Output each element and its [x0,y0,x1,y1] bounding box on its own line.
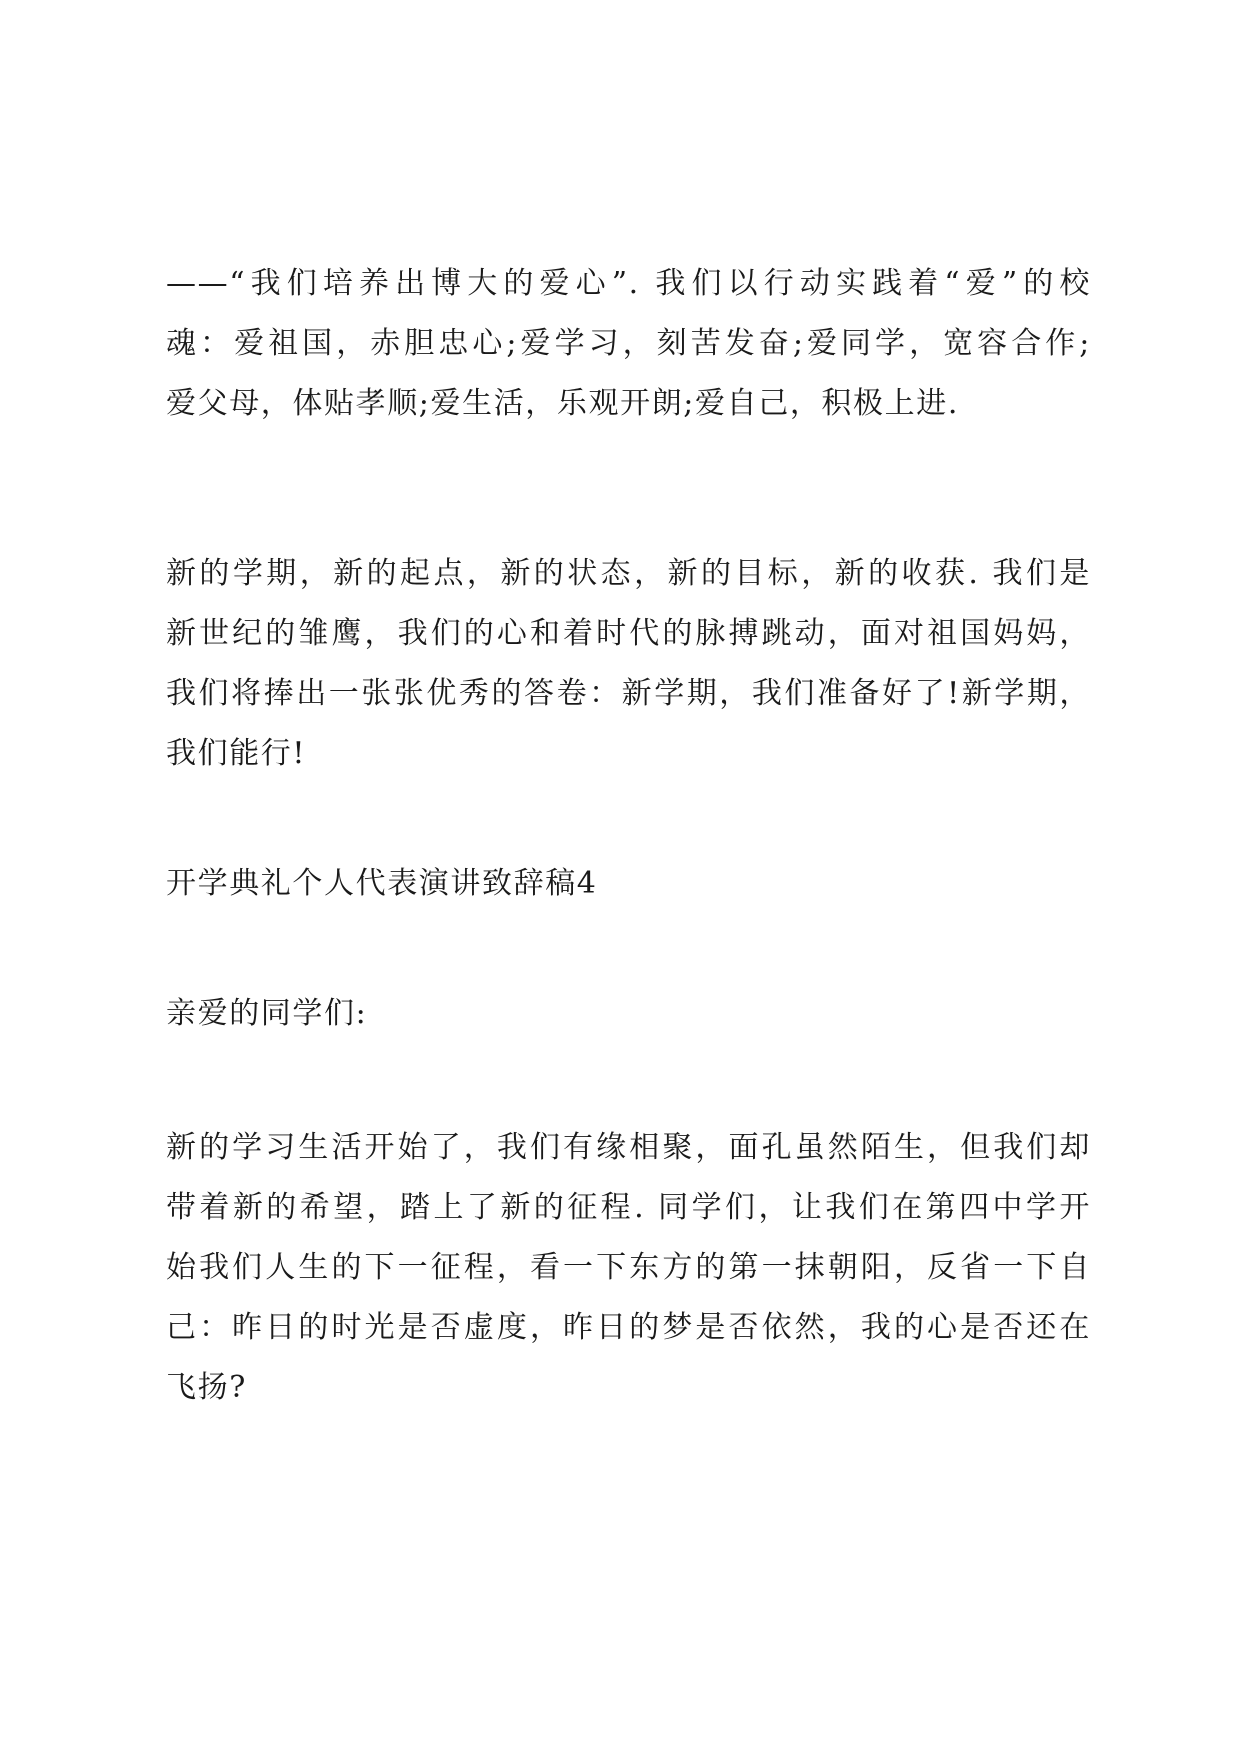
paragraph-3-line-1: 新的学习生活开始了，我们有缘相聚，面孔虽然陌生，但我们却 [166,1130,1091,1165]
paragraph-2-line-3: 我们将捧出一张张优秀的答卷：新学期，我们准备好了!新学期， [166,676,1091,711]
paragraph-3-line-3: 始我们人生的下一征程，看一下东方的第一抹朝阳，反省一下自 [166,1250,1091,1285]
paragraph-1-line-3: 爱父母，体贴孝顺;爱生活，乐观开朗;爱自己，积极上进. [166,386,959,421]
paragraph-1-line-1: ——“我们培养出博大的爱心”. 我们以行动实践着“爱”的校 [166,266,1091,301]
paragraph-3-line-5: 飞扬? [166,1370,247,1405]
section-heading: 开学典礼个人代表演讲致辞稿4 [166,866,598,901]
paragraph-3-line-4: 己：昨日的时光是否虚度，昨日的梦是否依然，我的心是否还在 [166,1310,1091,1345]
salutation: 亲爱的同学们: [166,996,368,1031]
paragraph-1-line-2: 魂：爱祖国，赤胆忠心;爱学习，刻苦发奋;爱同学，宽容合作; [166,326,1091,361]
paragraph-2-line-4: 我们能行! [166,736,307,771]
paragraph-2-line-1: 新的学期，新的起点，新的状态，新的目标，新的收获. 我们是 [166,556,1091,591]
paragraph-2-line-2: 新世纪的雏鹰，我们的心和着时代的脉搏跳动，面对祖国妈妈， [166,616,1091,651]
paragraph-3-line-2: 带着新的希望，踏上了新的征程. 同学们，让我们在第四中学开 [166,1190,1091,1225]
